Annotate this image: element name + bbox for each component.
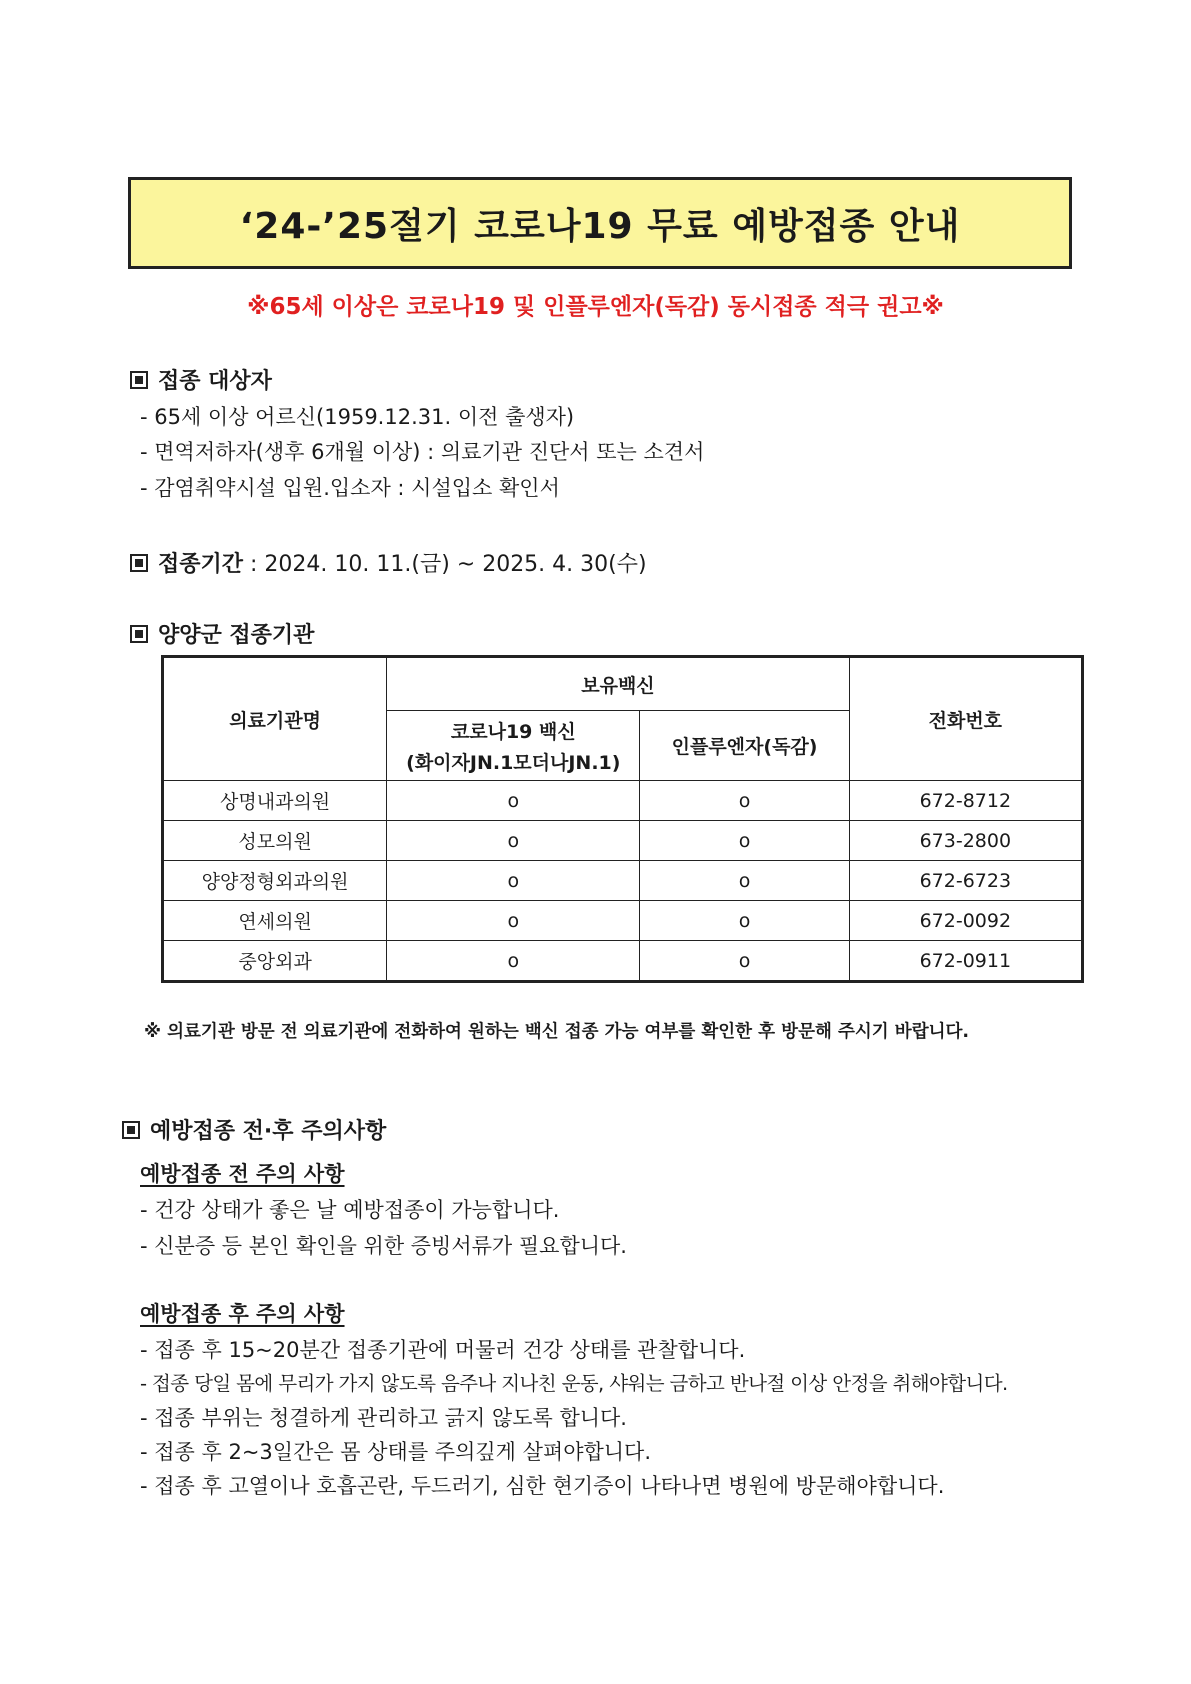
institutions-table — [161, 655, 1084, 983]
header-covid-line2: (화이자JN.1모더나JN.1) — [406, 751, 621, 774]
square-bullet-icon — [130, 371, 148, 389]
institution-name-cell: 중앙외과 — [163, 941, 387, 982]
flu-available-cell: o — [640, 861, 849, 901]
visit-note: ※ 의료기관 방문 전 의료기관에 전화하여 원하는 백신 접종 가능 여부를 확인한 후 방문해 주시기 바랍니다. — [144, 1022, 970, 1042]
table-row — [163, 941, 1083, 982]
covid-available-cell: o — [387, 781, 640, 821]
after-item: - 접종 부위는 청결하게 관리하고 긁지 않도록 합니다. — [140, 1406, 627, 1430]
phone-cell: 672-8712 — [849, 781, 1082, 821]
square-bullet-icon — [130, 554, 148, 572]
table-row — [163, 861, 1083, 901]
page-title — [128, 177, 1072, 269]
after-item: - 접종 당일 몸에 무리가 가지 않도록 음주나 지나친 운동, 샤워는 금하고 반나절 이상 안정을 취해야합니다. — [140, 1372, 1008, 1395]
target-item: - 면역저하자(생후 6개월 이상) : 의료기관 진단서 또는 소견서 — [140, 440, 705, 464]
after-precautions-heading: 예방접종 후 주의 사항 — [140, 1302, 345, 1326]
phone-cell: 672-6723 — [849, 861, 1082, 901]
after-item: - 접종 후 고열이나 호흡곤란, 두드러기, 심한 현기증이 나타나면 병원에 방문해야합니다. — [140, 1474, 945, 1498]
covid-available-cell: o — [387, 941, 640, 982]
square-bullet-icon — [122, 1121, 140, 1139]
institutions-heading-text: 양양군 접종기관 — [158, 623, 315, 648]
period-section-heading — [130, 547, 647, 578]
header-institution-name: 의료기관명 — [163, 657, 387, 781]
flu-available-cell: o — [640, 901, 849, 941]
before-precautions-heading: 예방접종 전 주의 사항 — [140, 1162, 345, 1186]
header-phone: 전화번호 — [849, 657, 1082, 781]
precautions-heading-text: 예방접종 전·후 주의사항 — [150, 1119, 387, 1144]
phone-cell: 672-0092 — [849, 901, 1082, 941]
targets-heading-text: 접종 대상자 — [158, 369, 272, 394]
header-flu-vaccine: 인플루엔자(독감) — [640, 711, 849, 781]
table-row — [163, 821, 1083, 861]
phone-cell: 673-2800 — [849, 821, 1082, 861]
before-item: - 건강 상태가 좋은 날 예방접종이 가능합니다. — [140, 1198, 560, 1222]
phone-cell: 672-0911 — [849, 941, 1082, 982]
period-heading-text: 접종기간 — [158, 552, 244, 577]
flu-available-cell: o — [640, 781, 849, 821]
after-item: - 접종 후 15~20분간 접종기관에 머물러 건강 상태를 관찰합니다. — [140, 1338, 746, 1362]
institution-name-cell: 상명내과의원 — [163, 781, 387, 821]
target-item: - 65세 이상 어르신(1959.12.31. 이전 출생자) — [140, 405, 575, 429]
flu-available-cell: o — [640, 821, 849, 861]
targets-section-heading — [130, 364, 272, 395]
header-vaccines: 보유백신 — [387, 657, 849, 711]
precautions-section-heading — [122, 1114, 386, 1145]
header-covid-vaccine — [387, 711, 640, 781]
institutions-section-heading — [130, 618, 314, 649]
table-row — [163, 901, 1083, 941]
header-covid-line1: 코로나19 백신 — [450, 720, 576, 743]
subtitle-recommendation: ※65세 이상은 코로나19 및 인플루엔자(독감) 동시접종 적극 권고※ — [247, 294, 944, 320]
covid-available-cell: o — [387, 861, 640, 901]
institution-name-cell: 양양정형외과의원 — [163, 861, 387, 901]
title-text: ‘24-’25절기 코로나19 무료 예방접종 안내 — [239, 205, 961, 247]
target-item: - 감염취약시설 입원.입소자 : 시설입소 확인서 — [140, 476, 560, 500]
period-value: : 2024. 10. 11.(금) ~ 2025. 4. 30(수) — [243, 552, 647, 577]
after-item: - 접종 후 2~3일간은 몸 상태를 주의깊게 살펴야합니다. — [140, 1440, 652, 1464]
table-row — [163, 781, 1083, 821]
institution-name-cell: 성모의원 — [163, 821, 387, 861]
covid-available-cell: o — [387, 821, 640, 861]
covid-available-cell: o — [387, 901, 640, 941]
before-item: - 신분증 등 본인 확인을 위한 증빙서류가 필요합니다. — [140, 1234, 627, 1258]
institution-name-cell: 연세의원 — [163, 901, 387, 941]
square-bullet-icon — [130, 625, 148, 643]
flu-available-cell: o — [640, 941, 849, 982]
